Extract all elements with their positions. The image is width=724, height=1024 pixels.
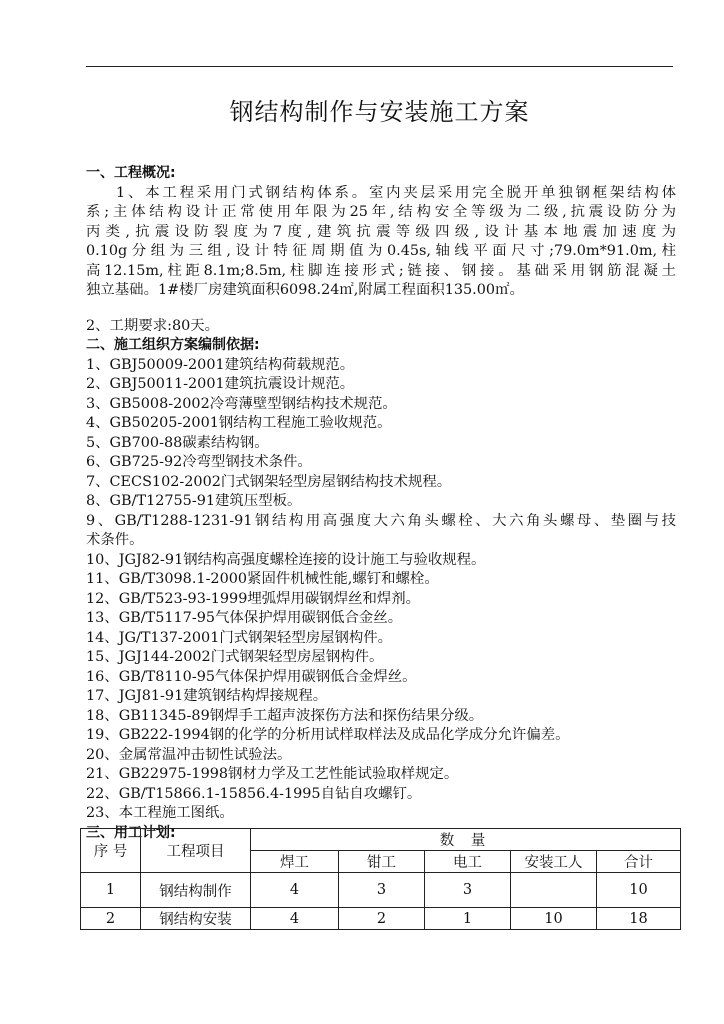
basis-item: 23、本工程施工图纸。 [86,805,234,821]
document-body [86,164,676,843]
cell-no: 2 [81,908,141,930]
labor-heading: 三、用工计划: [86,824,176,841]
overview-line: 独立基础。1#楼厂房建筑面积6098.24㎡,附属工程面积135.00㎡。 [86,282,524,298]
cell-installer [511,873,597,908]
basis-item: 13、GB/T5117-95气体保护焊用碳钢低合金丝。 [86,610,403,626]
overview-line: 高12.15m,柱距8.1m;8.5m,柱脚连接形式;链接、钢接。基础采用钢筋混凝土 [86,262,676,279]
header-item: 工程项目 [141,829,251,873]
table-row [81,873,681,908]
basis-item: 8、GB/T12755-91建筑压型板。 [86,493,302,509]
basis-item: 6、GB725-92冷弯型钢技术条件。 [86,454,312,470]
basis-heading: 二、施工组织方案编制依据: [86,337,260,353]
basis-item: 21、GB22975-1998钢材力学及工艺性能试验取样规定。 [86,766,459,782]
cell-item: 钢结构安装 [141,908,251,930]
basis-item: 18、GB11345-89钢焊手工超声波探伤方法和探伤结果分级。 [86,707,484,724]
overview-line: 1、本工程采用门式钢结构体系。室内夹层采用完全脱开单独钢框架结构体 [116,184,676,201]
labor-plan-table [80,828,681,930]
cell-fitter: 2 [339,908,425,930]
cell-fitter: 3 [339,873,425,908]
basis-item: 9、GB/T1288-1231-91钢结构用高强度大六角头螺栓、大六角头螺母、垫圈与技 [86,512,676,529]
basis-item: 1、GBJ50009-2001建筑结构荷载规范。 [86,356,355,373]
basis-item: 10、JGJ82-91钢结构高强度螺栓连接的设计施工与验收规程。 [86,551,486,568]
basis-item: 20、金属常温冲击韧性试验法。 [86,746,292,763]
header-fitter: 钳工 [339,851,425,873]
period-line: 2、工期要求:80天。 [86,317,220,334]
document-title: 钢结构制作与安装施工方案 [229,98,530,126]
basis-item: 19、GB222-1994钢的化学的分析用试样取样法及成品化学成分允许偏差。 [86,727,570,743]
cell-total: 18 [597,908,681,930]
basis-item: 12、GB/T523-93-1999埋弧焊用碳钢焊丝和焊剂。 [86,590,421,607]
basis-item: 17、JGJ81-91建筑钢结构焊接规程。 [86,688,328,704]
basis-item: 4、GB50205-2001钢结构工程施工验收规范。 [86,415,392,431]
basis-item: 7、CECS102-2002门式钢架轻型房屋钢结构技术规程。 [86,473,452,490]
cell-electrician: 3 [425,873,511,908]
header-installer: 安装工人 [511,851,597,873]
overview-line: 系;主体结构设计正常使用年限为25年,结构安全等级为二级,抗震设防分为 [86,204,676,220]
overview-line: 丙类,抗震设防裂度为7度,建筑抗震等级四级,设计基本地震加速度为 [86,223,676,240]
overview-line: 0.10g分组为三组,设计特征周期值为0.45s,轴线平面尺寸;79.0m*91.0m,柱 [86,243,676,259]
basis-item: 11、GB/T3098.1-2000紧固件机械性能,螺钉和螺栓。 [86,571,439,587]
basis-item: 22、GB/T15866.1-15856.4-1995自钻自攻螺钉。 [86,785,422,802]
basis-item: 15、JGJ144-2002门式钢架轻型房屋钢构件。 [86,649,384,665]
cell-total: 10 [597,873,681,908]
spacer [86,301,676,317]
header-total: 合计 [597,851,681,873]
basis-item: 5、GB700-88碳素结构钢。 [86,434,269,451]
header-quantity: 数 量 [251,829,681,851]
basis-item: 14、JG/T137-2001门式钢架轻型房屋钢构件。 [86,629,393,646]
table-row [81,908,681,930]
cell-welder: 4 [251,908,339,930]
header-no: 序 号 [81,829,141,873]
basis-item: 术条件。 [86,532,144,548]
cell-no: 1 [81,873,141,908]
cell-installer: 10 [511,908,597,930]
basis-item: 3、GB5008-2002冷弯薄壁型钢结构技术规范。 [86,395,397,412]
basis-item: 2、GBJ50011-2001建筑抗震设计规范。 [86,376,355,392]
basis-item: 16、GB/T8110-95气体保护焊用碳钢低合金焊丝。 [86,668,417,685]
table-header-row [81,829,681,851]
header-welder: 焊工 [251,851,339,873]
overview-heading: 一、工程概况: [86,165,176,181]
cell-welder: 4 [251,873,339,908]
cell-electrician: 1 [425,908,511,930]
header-electrician: 电工 [425,851,511,873]
cell-item: 钢结构制作 [141,873,251,908]
header-rule [86,66,673,67]
